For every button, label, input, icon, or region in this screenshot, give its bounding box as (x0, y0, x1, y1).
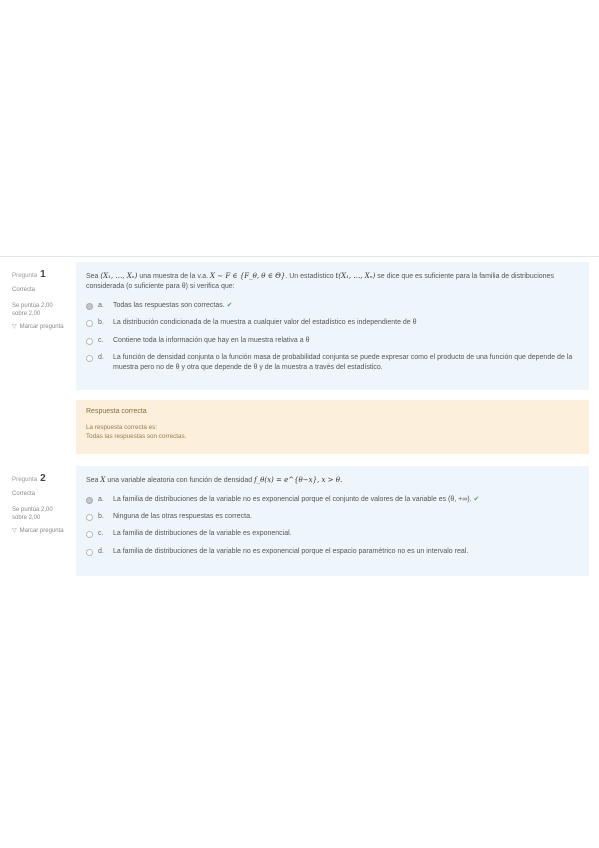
answer-option-1d[interactable]: d. La función de densidad conjunta o la función masa de probabilidad conjunta se puede expresar como el producto de una función que depende de la muestra pero no de θ y otra que depende de θ y de la muestra a través del estadístico. (86, 353, 579, 373)
question-info-1 (12, 268, 68, 331)
answer-list-1 (86, 301, 579, 373)
radio-button[interactable] (86, 355, 93, 362)
check-icon: ✔ (226, 302, 233, 310)
feedback-title: Respuesta correcta (86, 408, 147, 415)
answer-option-2d[interactable]: d. La familia de distribuciones de la variable no es exponencial porque el espacio paramétrico no es un intervalo real. (86, 547, 579, 557)
radio-button[interactable] (86, 338, 93, 345)
radio-button[interactable] (86, 497, 93, 504)
question-info-2 (12, 472, 68, 535)
question-content-2 (76, 466, 589, 576)
answer-option-1b[interactable]: b. La distribución condicionada de la muestra a cualquier valor del estadístico es independiente de θ (86, 318, 579, 328)
top-divider (0, 256, 599, 257)
flag-question-1[interactable]: ▽ Marcar pregunta (12, 323, 64, 330)
flag-icon: ▽ (12, 527, 17, 534)
question-grade-2: Se puntúa 2,00 sobre 2,00 (12, 506, 53, 521)
flag-question-2[interactable]: ▽ Marcar pregunta (12, 527, 64, 534)
question-text-1: Sea (X₁, …, Xₙ) una muestra de la v.a. X ∼ F ∈ {F_θ, θ ∈ Θ}. Un estadístico t(X₁, …, Xₙ) se dice que es suficiente para la familia de distribuciones considerada (o suficiente para θ) si verifica que: (86, 272, 554, 291)
radio-button[interactable] (86, 549, 93, 556)
question-number-1: Pregunta 1 (12, 269, 46, 280)
answer-option-1c[interactable]: c. Contiene toda la información que hay en la muestra relativa a θ (86, 336, 579, 346)
answer-option-2a[interactable]: a. La familia de distribuciones de la variable no es exponencial porque el conjunto de valores de la variable es (θ, +∞). ✔ (86, 495, 579, 505)
flag-icon: ▽ (12, 323, 17, 330)
feedback-answer: Todas las respuestas son correctas. (86, 432, 187, 440)
question-state-2: Correcta (12, 490, 36, 497)
radio-button[interactable] (86, 514, 93, 521)
question-state-1: Correcta (12, 286, 36, 293)
radio-button[interactable] (86, 303, 93, 310)
check-icon: ✔ (473, 496, 480, 504)
answer-option-2b[interactable]: b. Ninguna de las otras respuestas es correcta. (86, 512, 579, 522)
question-grade-1: Se puntúa 2,00 sobre 2,00 (12, 302, 53, 317)
answer-option-1a[interactable]: a. Todas las respuestas son correctas. ✔ (86, 301, 579, 311)
question-content-1 (76, 262, 589, 390)
feedback-line: La respuesta correcta es: (86, 424, 158, 431)
question-text-2: Sea X una variable aleatoria con función de densidad f_θ(x) = e^{θ−x}, x > θ. (86, 476, 343, 484)
radio-button[interactable] (86, 531, 93, 538)
question-number-2: Pregunta 2 (12, 473, 46, 484)
answer-list-2 (86, 495, 579, 557)
feedback-panel (76, 400, 589, 454)
answer-option-2c[interactable]: c. La familia de distribuciones de la variable es exponencial. (86, 529, 579, 539)
radio-button[interactable] (86, 320, 93, 327)
